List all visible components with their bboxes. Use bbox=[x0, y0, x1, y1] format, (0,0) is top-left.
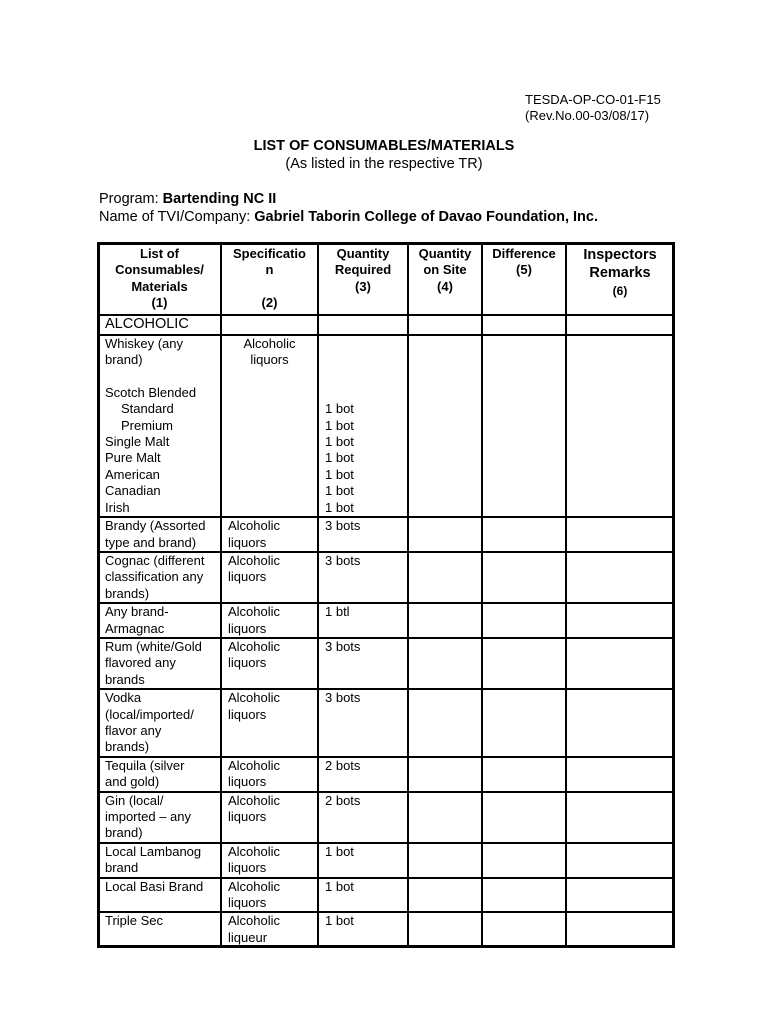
whiskey-subitem-qty: 1 bot bbox=[325, 434, 354, 450]
table-row bbox=[98, 603, 674, 638]
whiskey-subitem-name: Premium bbox=[121, 417, 174, 433]
remarks-cell bbox=[566, 912, 674, 947]
tvi-line bbox=[99, 209, 598, 225]
item-cell: Rum (white/Gold flavored any brands bbox=[98, 638, 221, 689]
revision-number: (Rev.No.00-03/08/17) bbox=[525, 108, 650, 123]
qty-required-cell: 1 bot bbox=[318, 843, 408, 878]
whiskey-subitem-qty: 1 bot bbox=[325, 417, 354, 433]
qty-on-site-cell bbox=[408, 638, 482, 689]
qty-on-site-cell bbox=[408, 517, 482, 552]
whiskey-subitem-name: Pure Malt bbox=[105, 450, 161, 466]
remarks-cell bbox=[566, 792, 674, 843]
remarks-cell bbox=[566, 335, 674, 517]
header-consumables: List of Consumables/ Materials (1) bbox=[98, 243, 221, 315]
whiskey-qty-cell bbox=[318, 335, 408, 517]
table-row bbox=[98, 878, 674, 913]
whiskey-subitem-name: Standard bbox=[121, 401, 174, 417]
qty-on-site-cell bbox=[408, 878, 482, 913]
difference-cell bbox=[482, 335, 566, 517]
program-value: Bartending NC II bbox=[162, 191, 277, 207]
remarks-cell bbox=[566, 757, 674, 792]
program-label: Program: bbox=[99, 191, 163, 207]
difference-cell bbox=[482, 757, 566, 792]
spec-cell: Alcoholic liquors bbox=[221, 638, 318, 689]
difference-cell bbox=[482, 603, 566, 638]
table-row bbox=[98, 912, 674, 947]
table-header-row bbox=[98, 243, 674, 315]
whiskey-subitem-name: American bbox=[105, 466, 160, 482]
item-cell: Triple Sec bbox=[98, 912, 221, 947]
remarks-cell bbox=[566, 843, 674, 878]
table-row bbox=[98, 843, 674, 878]
difference-cell bbox=[482, 517, 566, 552]
table-row bbox=[98, 517, 674, 552]
table-row bbox=[98, 638, 674, 689]
whiskey-spec-cell: Alcoholic liquors bbox=[221, 335, 318, 517]
item-cell: Local Basi Brand bbox=[98, 878, 221, 913]
tvi-value: Gabriel Taborin College of Davao Foundation, Inc. bbox=[254, 209, 599, 225]
whiskey-subitem-qty: 1 bot bbox=[325, 401, 354, 417]
whiskey-subitem-name: Single Malt bbox=[105, 434, 170, 450]
program-line bbox=[99, 191, 276, 207]
qty-required-cell: 3 bots bbox=[318, 552, 408, 603]
spec-cell: Alcoholic liquors bbox=[221, 878, 318, 913]
item-cell: Local Lambanog brand bbox=[98, 843, 221, 878]
remarks-cell bbox=[566, 517, 674, 552]
qty-on-site-cell bbox=[408, 757, 482, 792]
difference-cell bbox=[482, 843, 566, 878]
difference-cell bbox=[482, 878, 566, 913]
table-row bbox=[98, 757, 674, 792]
header-quantity-required: Quantity Required (3) bbox=[318, 243, 408, 315]
spec-cell: Alcoholic liquors bbox=[221, 757, 318, 792]
whiskey-subitem-qty: 1 bot bbox=[325, 499, 354, 515]
remarks-cell bbox=[566, 638, 674, 689]
header-quantity-on-site: Quantity on Site (4) bbox=[408, 243, 482, 315]
difference-cell bbox=[482, 638, 566, 689]
table-row-whiskey bbox=[98, 335, 674, 517]
tvi-label: Name of TVI/Company: bbox=[99, 209, 255, 225]
whiskey-subitem-qty: 1 bot bbox=[325, 450, 354, 466]
page-title: LIST OF CONSUMABLES/MATERIALS bbox=[253, 138, 515, 154]
spec-cell: Alcoholic liquors bbox=[221, 792, 318, 843]
qty-required-cell: 3 bots bbox=[318, 517, 408, 552]
qty-on-site-cell bbox=[408, 912, 482, 947]
item-cell: Tequila (silver and gold) bbox=[98, 757, 221, 792]
spec-cell: Alcoholic liquors bbox=[221, 689, 318, 757]
header-difference: Difference (5) bbox=[482, 243, 566, 315]
page-subtitle: (As listed in the respective TR) bbox=[285, 156, 483, 172]
remarks-cell bbox=[566, 552, 674, 603]
table-row bbox=[98, 792, 674, 843]
item-cell: Cognac (different classification any brands) bbox=[98, 552, 221, 603]
qty-required-cell: 1 bot bbox=[318, 878, 408, 913]
header-inspectors-remarks: Inspectors Remarks (6) bbox=[566, 243, 674, 315]
qty-required-cell: 2 bots bbox=[318, 792, 408, 843]
whiskey-subitem-name: Irish bbox=[105, 499, 130, 515]
qty-on-site-cell bbox=[408, 843, 482, 878]
qty-required-cell: 1 btl bbox=[318, 603, 408, 638]
spec-cell: Alcoholic liquors bbox=[221, 517, 318, 552]
spec-cell: Alcoholic liquors bbox=[221, 843, 318, 878]
category-label: ALCOHOLIC bbox=[98, 315, 221, 335]
table-row bbox=[98, 689, 674, 757]
difference-cell bbox=[482, 689, 566, 757]
difference-cell bbox=[482, 552, 566, 603]
document-reference bbox=[525, 92, 661, 124]
item-cell: Vodka (local/imported/ flavor any brands) bbox=[98, 689, 221, 757]
spec-cell: Alcoholic liqueur bbox=[221, 912, 318, 947]
qty-on-site-cell bbox=[408, 335, 482, 517]
qty-required-cell: 1 bot bbox=[318, 912, 408, 947]
qty-on-site-cell bbox=[408, 603, 482, 638]
remarks-cell bbox=[566, 878, 674, 913]
difference-cell bbox=[482, 792, 566, 843]
remarks-cell bbox=[566, 603, 674, 638]
qty-required-cell: 2 bots bbox=[318, 757, 408, 792]
qty-on-site-cell bbox=[408, 552, 482, 603]
item-cell: Gin (local/ imported – any brand) bbox=[98, 792, 221, 843]
item-cell: Any brand- Armagnac bbox=[98, 603, 221, 638]
qty-on-site-cell bbox=[408, 792, 482, 843]
header-specification: Specificatio n (2) bbox=[221, 243, 318, 315]
form-code: TESDA-OP-CO-01-F15 bbox=[525, 92, 661, 107]
item-cell: Brandy (Assorted type and brand) bbox=[98, 517, 221, 552]
whiskey-subitem-qty: 1 bot bbox=[325, 483, 354, 499]
qty-required-cell: 3 bots bbox=[318, 689, 408, 757]
whiskey-subitem-name: Canadian bbox=[105, 483, 161, 499]
table-row bbox=[98, 552, 674, 603]
qty-required-cell: 3 bots bbox=[318, 638, 408, 689]
qty-on-site-cell bbox=[408, 689, 482, 757]
spec-cell: Alcoholic liquors bbox=[221, 552, 318, 603]
whiskey-item-cell: Whiskey (any brand) Scotch Blended Standard Premium Single Malt Pure Malt American Canadian Irish bbox=[98, 335, 221, 517]
spec-cell: Alcoholic liquors bbox=[221, 603, 318, 638]
difference-cell bbox=[482, 912, 566, 947]
consumables-table bbox=[97, 242, 675, 948]
whiskey-subitem-qty: 1 bot bbox=[325, 466, 354, 482]
remarks-cell bbox=[566, 689, 674, 757]
category-row bbox=[98, 315, 674, 335]
